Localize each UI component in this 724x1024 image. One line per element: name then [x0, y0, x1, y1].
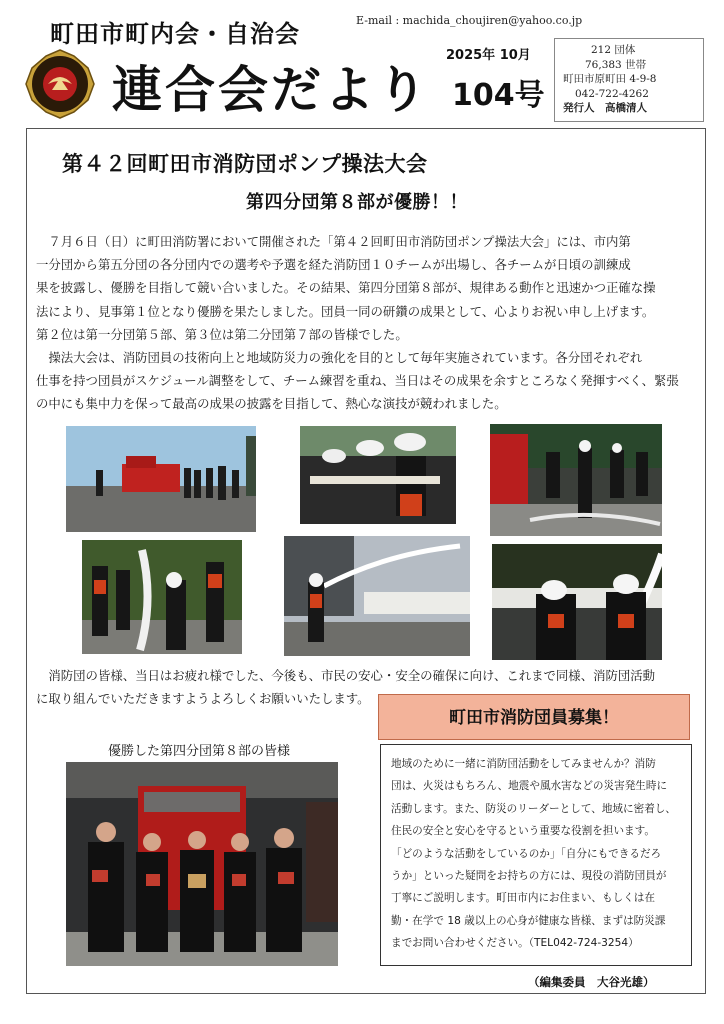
group-count: 212 団体 [591, 44, 636, 56]
photo-hose-handling [82, 540, 242, 654]
recruitment-line: 勤・在学で 18 歳以上の心身が健康な皆様、まずは防災課 [391, 914, 666, 927]
publisher-name: 発行人 高橋清人 [563, 102, 647, 114]
issue-date: 2025年 10月 [446, 48, 531, 63]
office-address: 町田市原町田 4-9-8 [563, 73, 657, 85]
recruitment-line: 住民の安全と安心を守るという重要な役割を担います。 [391, 825, 655, 838]
contact-email[interactable]: E-mail : machida_choujiren@yahoo.co.jp [356, 14, 583, 27]
recruitment-title: 町田市消防団員募集！ [378, 694, 690, 740]
paragraph-line: に取り組んでいただきますようよろしくお願いいたします。 [36, 691, 370, 707]
paragraph-line: の中にも集中力を保って最高の成果の披露を目指して、熱心な演技が競われました。 [36, 396, 507, 412]
paragraph-line: 法により、見事第１位となり優勝を果たしました。団員一同の研鑽の成果として、心よりお祝い申し上げます。 [36, 303, 655, 319]
paragraph-line: ７月６日（日）に町田消防署において開催された「第４２回町田市消防団ポンプ操法大会」には、市内第 [36, 234, 631, 249]
recruitment-line: 団は、火災はもちろん、地震や風水害などの災害発生時に [391, 780, 668, 793]
recruitment-line: 丁寧にご説明します。町田市内にお住まい、もしくは在 [391, 892, 655, 905]
winner-photo-caption: 優勝した第四分団第８部の皆様 [108, 744, 291, 759]
paragraph-line: 仕事を持つ団員がスケジュール調整をして、チーム練習を重ね、当日はその成果を余すところなく発揮すべく、緊張 [36, 373, 679, 389]
photo-nozzle-operators [492, 544, 662, 660]
recruitment-line: 「どのような活動をしているのか」「自分にもできるだろ [391, 847, 662, 860]
organization-name: 町田市町内会・自治会 [50, 20, 300, 48]
photo-winning-team [66, 762, 338, 966]
photo-opening-lineup [66, 426, 256, 532]
paragraph-line: 第２位は第一分団第５部、第３位は第二分団第７部の皆様でした。 [36, 326, 408, 342]
paragraph-line: 一分団から第五分団の各分団内での選考や予選を経た消防団１０チームが出場し、各チームが日頃の訓練成 [36, 257, 631, 273]
newsletter-title: 連合会だより [112, 61, 430, 119]
recruitment-line: うか」といった疑問をお持ちの方には、現役の消防団員が [391, 870, 667, 883]
publisher-info-box [554, 38, 704, 122]
recruitment-line: までお問い合わせください。（TEL042-724-3254） [391, 937, 639, 950]
paragraph-line: 果を披露し、優勝を目指して競い合いました。その結果、第四分団第８部が、規律ある動作と迅速かつ正確な操 [36, 280, 656, 296]
paragraph-line: 消防団の皆様、当日はお疲れ様でした、今後も、市民の安心・安全の確保に向け、これまで同様、消防団活動 [36, 668, 656, 683]
editor-credit: （編集委員 大谷光雄） [528, 975, 655, 989]
household-count: 76,383 世帯 [585, 58, 647, 71]
photo-hose-deployment [490, 424, 662, 536]
city-emblem-logo [24, 48, 96, 120]
article-paragraph-1 [36, 230, 698, 346]
article-paragraph-2 [36, 346, 698, 416]
photo-water-spray-field [284, 536, 470, 656]
article-headline: 第４２回町田市消防団ポンプ操法大会 [62, 152, 428, 176]
photo-firefighters-helmets [300, 426, 456, 524]
recruitment-box [380, 744, 692, 966]
issue-number: 104号 [452, 78, 545, 113]
paragraph-line: 操法大会は、消防団員の技術向上と地域防災力の強化を目的として毎年実施されています。各分団それぞれ [36, 350, 643, 365]
recruitment-line: 活動します。また、防災のリーダーとして、地域に密着し、 [391, 802, 676, 815]
recruitment-line: 地域のために一緒に消防団活動をしてみませんか？消防 [391, 758, 656, 770]
office-phone: 042-722-4262 [575, 87, 649, 100]
article-subheadline: 第四分団第８部が優勝！！ [246, 192, 468, 213]
